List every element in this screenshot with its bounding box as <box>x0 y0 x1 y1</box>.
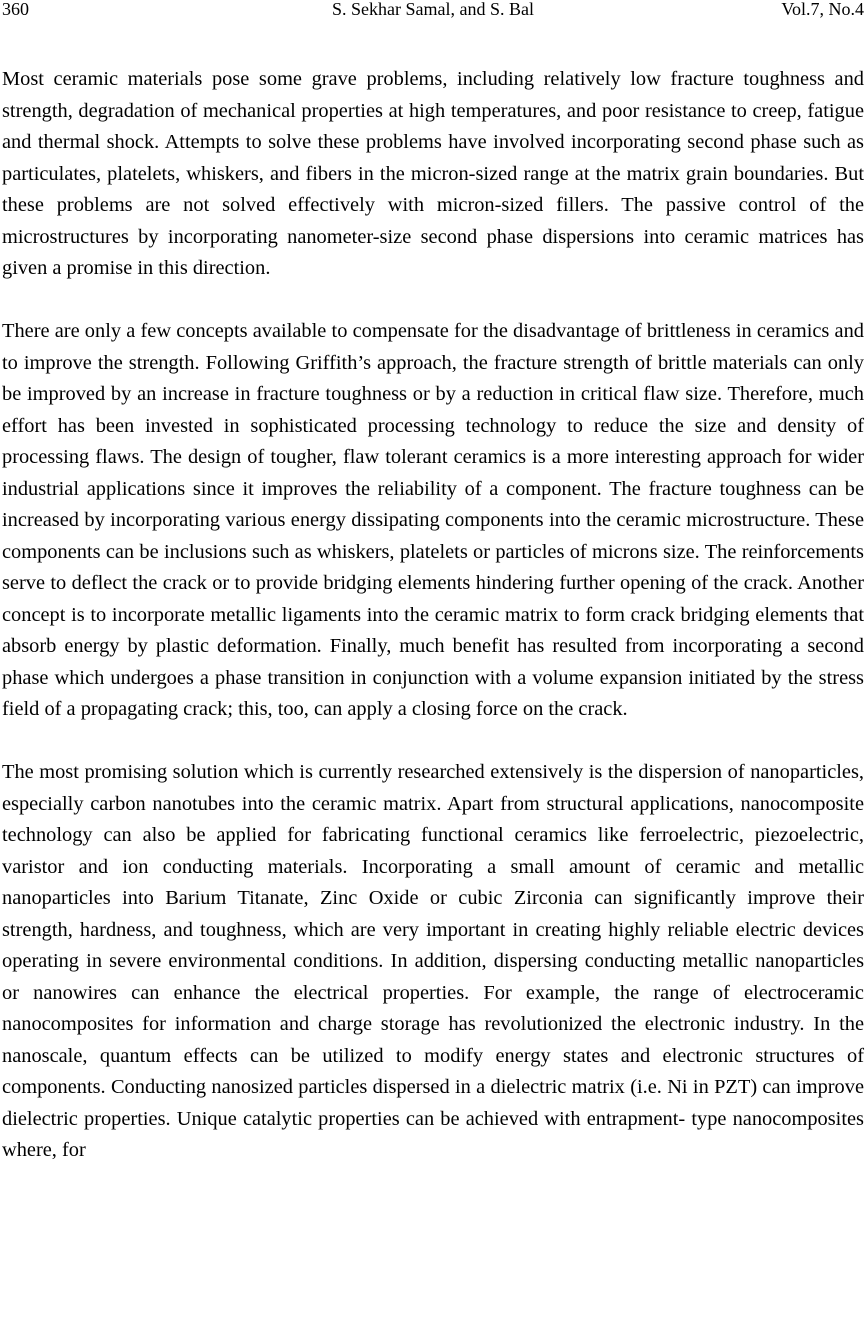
paragraph-1: Most ceramic materials pose some grave problems, including relatively low fracture toughness and strength, degradation of mechanical properties at high temperatures, and poor resistance to creep, fatigue and thermal shock. Attempts to solve these problems have involved incorporating second phase such as particulates, platelets, whiskers, and fibers in the micron-sized range at the matrix grain boundaries. But these problems are not solved effectively with micron-sized fillers. The passive control of the microstructures by incorporating nanometer-size second phase dispersions into ceramic matrices has given a promise in this direction. <box>2 68 864 279</box>
page <box>2 0 864 1198</box>
running-header <box>2 0 864 20</box>
page-number: 360 <box>2 0 29 19</box>
paragraph-3: The most promising solution which is currently researched extensively is the dispersion of nanoparticles, especially carbon nanotubes into the ceramic matrix. Apart from structural applications, nanocomposite technology can also be applied for fabricating functional ceramics like ferroelectric, piezoelectric, varistor and ion conducting materials. Incorporating a small amount of ceramic and metallic nanoparticles into Barium Titanate, Zinc Oxide or cubic Zirconia can significantly improve their strength, hardness, and toughness, which are very important in creating highly reliable electric devices operating in severe environmental conditions. In addition, dispersing conducting metallic nanoparticles or nanowires can enhance the electrical properties. For example, the range of electroceramic nanocomposites for information and charge storage has revolutionized the electronic industry. In the nanoscale, quantum effects can be utilized to modify energy states and electronic structures of components. Conducting nanosized particles dispersed in a dielectric matrix (i.e. Ni in PZT) can improve dielectric properties. Unique catalytic properties can be achieved with entrapment- type nanocomposites where, for <box>2 761 864 1161</box>
header-authors: S. Sekhar Samal, and S. Bal <box>332 0 534 19</box>
header-volume-issue: Vol.7, No.4 <box>781 0 864 19</box>
paragraph-2: There are only a few concepts available to compensate for the disadvantage of brittleness in ceramics and to improve the strength. Following Griffith’s approach, the fracture strength of brittle materials can only be improved by an increase in fracture toughness or by a reduction in critical flaw size. Therefore, much effort has been invested in sophisticated processing technology to reduce the size and density of processing flaws. The design of tougher, flaw tolerant ceramics is a more interesting approach for wider industrial applications since it improves the reliability of a component. The fracture toughness can be increased by incorporating various energy dissipating components into the ceramic microstructure. These components can be inclusions such as whiskers, platelets or particles of microns size. The reinforcements serve to deflect the crack or to provide bridging elements hindering further opening of the crack. Another concept is to incorporate metallic ligaments into the ceramic matrix to form crack bridging elements that absorb energy by plastic deformation. Finally, much benefit has resulted from incorporating a second phase which undergoes a phase transition in conjunction with a volume expansion initiated by the stress field of a propagating crack; this, too, can apply a closing force on the crack. <box>2 320 864 720</box>
body-text <box>2 64 864 1167</box>
